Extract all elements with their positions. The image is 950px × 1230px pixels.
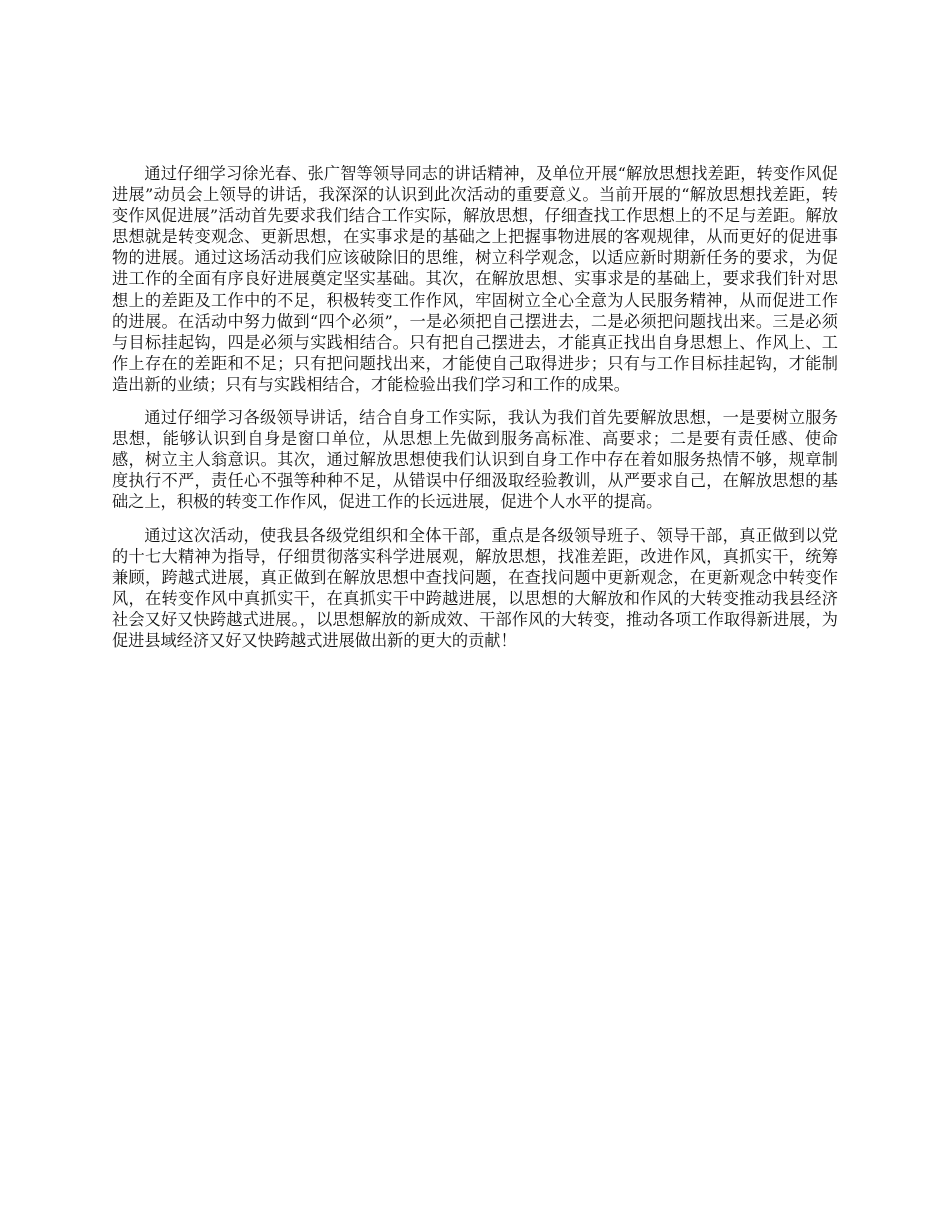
paragraph-2: 通过仔细学习各级领导讲话，结合自身工作实际，我认为我们首先要解放思想，一是要树立服务思想，能够认识到自身是窗口单位，从思想上先做到服务高标准、高要求；二是要有责任感、使命感，树立主人翁意识。其次，通过解放思想使我们认识到自身工作中存在着如服务热情不够，规章制度执行不严，责任心不强等种种不足，从错误中仔细汲取经验教训，从严要求自己，在解放思想的基础之上，积极的转变工作作风，促进工作的长远进展，促进个人水平的提高。 — [112, 408, 838, 512]
paragraph-1: 通过仔细学习徐光春、张广智等领导同志的讲话精神，及单位开展“解放思想找差距，转变作风促进展”动员会上领导的讲话，我深深的认识到此次活动的重要意义。当前开展的“解放思想找差距，转变作风促进展”活动首先要求我们结合工作实际，解放思想，仔细查找工作思想上的不足与差距。解放思想就是转变观念、更新思想，在实事求是的基础之上把握事物进展的客观规律，从而更好的促进事物的进展。通过这场活动我们应该破除旧的思维，树立科学观念，以适应新时期新任务的要求，为促进工作的全面有序良好进展奠定坚实基础。其次，在解放思想、实事求是的基础上，要求我们针对思想上的差距及工作中的不足，积极转变工作作风，牢固树立全心全意为人民服务精神，从而促进工作的进展。在活动中努力做到“四个必须”，一是必须把自己摆进去，二是必须把问题找出来。三是必须与目标挂起钩，四是必须与实践相结合。只有把自己摆进去，才能真正找出自身思想上、作风上、工作上存在的差距和不足；只有把问题找出来，才能使自己取得进步；只有与工作目标挂起钩，才能制造出新的业绩；只有与实践相结合，才能检验出我们学习和工作的成果。 — [112, 164, 838, 394]
document-body — [112, 163, 838, 663]
paragraph-3: 通过这次活动，使我县各级党组织和全体干部，重点是各级领导班子、领导干部，真正做到以党的十七大精神为指导，仔细贯彻落实科学进展观，解放思想，找准差距，改进作风，真抓实干，统筹兼顾，跨越式进展，真正做到在解放思想中查找问题，在查找问题中更新观念，在更新观念中转变作风，在转变作风中真抓实干，在真抓实干中跨越进展，以思想的大解放和作风的大转变推动我县经济社会又好又快跨越式进展。，以思想解放的新成效、干部作风的大转变，推动各项工作取得新进展，为促进县域经济又好又快跨越式进展做出新的更大的贡献！ — [112, 525, 838, 650]
